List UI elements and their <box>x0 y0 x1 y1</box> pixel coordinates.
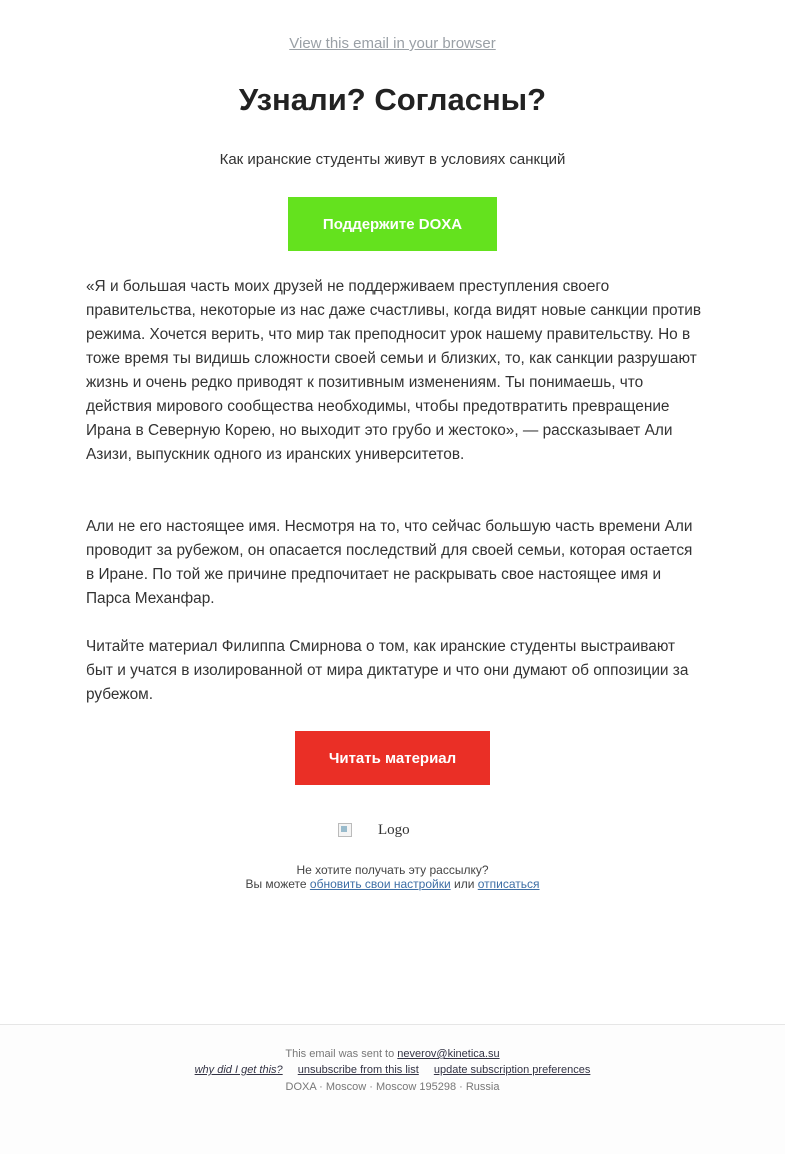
broken-image-icon <box>338 823 352 837</box>
logo-alt-text: Logo <box>378 821 410 838</box>
recipient-email-link[interactable]: neverov@kinetica.su <box>397 1048 500 1060</box>
view-in-browser-link[interactable]: View this email in your browser <box>289 35 496 52</box>
update-settings-link[interactable]: обновить свои настройки <box>309 877 451 891</box>
read-article-button[interactable]: Читать материал <box>295 731 490 785</box>
why-did-i-get-this-link[interactable]: why did I get this? <box>194 1064 283 1076</box>
email-title: Узнали? Согласны? <box>238 82 547 117</box>
body-paragraph-1: «Я и большая часть моих друзей не поддерживаем преступления своего правительства, некоторые из нас даже счастливы, когда видят новые санкции против режима. Хочется верить, что мир так преподносит урок нашему правительству. Но в тоже время ты видишь сложности своей семьи и близких, то, как санкции разрушают жизнь и очень редко приводят к позитивным изменениям. Ты понимаешь, что действия мирового сообщества необходимы, чтобы предотвратить превращение Ирана в Северную Корею, но выходит это грубо и жестоко», — рассказывает Али Азизи, выпускник одного из иранских университетов. <box>86 278 702 463</box>
update-preferences-link[interactable]: update subscription preferences <box>433 1064 591 1076</box>
footer-links <box>0 1064 785 1076</box>
email-subtitle: Как иранские студенты живут в условиях санкций <box>219 151 566 168</box>
unsubscribe-link[interactable]: отписаться <box>477 877 540 891</box>
email-footer <box>0 1024 785 1154</box>
unsubscribe-question: Не хотите получать эту рассылку? <box>296 863 489 877</box>
unsubscribe-or: или <box>454 877 475 891</box>
body-paragraph-2: Али не его настоящее имя. Несмотря на то, что сейчас большую часть времени Али проводит за рубежом, он опасается последствий для своей семьи, которая остается в Иране. По той же причине предпочитает не раскрывать свое настоящее имя и Парса Механфар. <box>86 518 693 607</box>
sent-to-line <box>0 1048 785 1060</box>
unsubscribe-options <box>0 877 785 891</box>
logo-image <box>338 820 448 840</box>
support-doxa-button[interactable]: Поддержите DOXA <box>288 197 497 251</box>
unsubscribe-block <box>0 863 785 891</box>
unsubscribe-from-list-link[interactable]: unsubscribe from this list <box>297 1064 419 1076</box>
unsubscribe-prefix: Вы можете <box>245 877 307 891</box>
footer-address: DOXA · Moscow · Moscow 195298 · Russia <box>285 1081 500 1093</box>
sent-to-prefix: This email was sent to <box>285 1048 395 1060</box>
body-paragraph-3: Читайте материал Филиппа Смирнова о том, как иранские студенты выстраивают быт и учатся в изолированной от мира диктатуре и что они думают об оппозиции за рубежом. <box>86 638 689 703</box>
